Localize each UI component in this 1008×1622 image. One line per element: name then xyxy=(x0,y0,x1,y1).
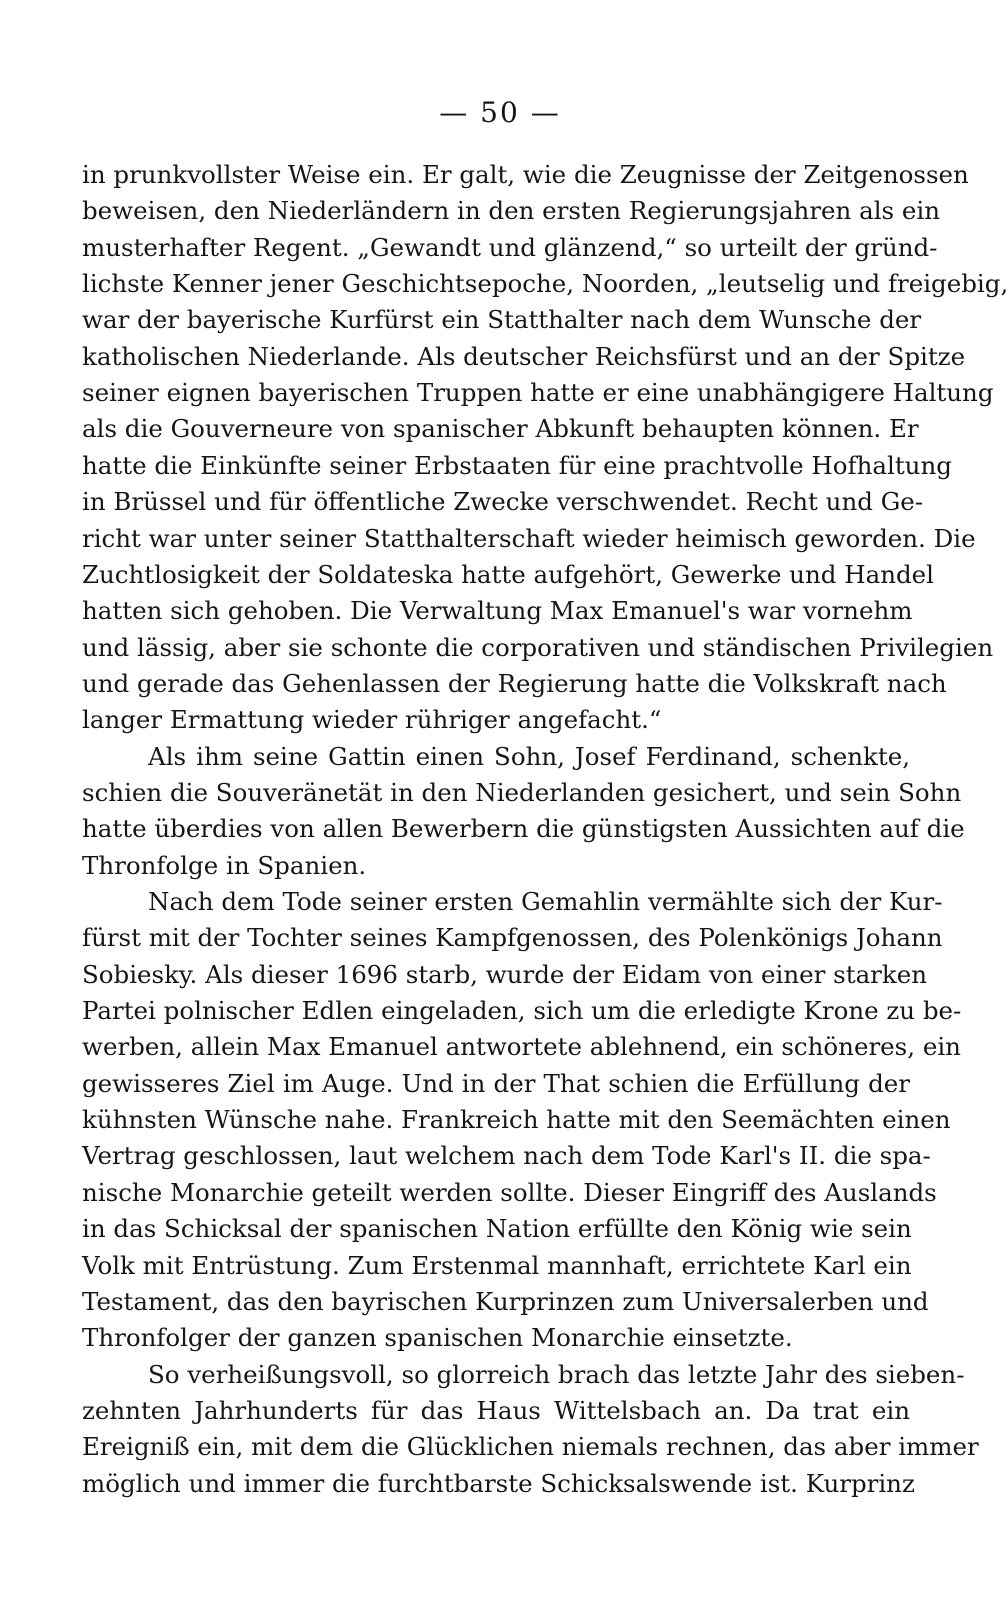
text-line: Ereigniß ein, mit dem die Glücklichen niemals rechnen, das aber immer xyxy=(82,1432,979,1462)
text-line: langer Ermattung wieder rühriger angefacht.“ xyxy=(82,705,662,735)
text-line: So verheißungsvoll, so glorreich brach das letzte Jahr des sieben- xyxy=(148,1359,965,1389)
text-line: und gerade das Gehenlassen der Regierung hatte die Volkskraft nach xyxy=(82,668,947,698)
text-line: Testament, das den bayrischen Kurprinzen zum Universalerben und xyxy=(82,1286,929,1316)
text-line: zehnten Jahrhunderts für das Haus Wittelsbach an. Da trat ein xyxy=(82,1395,910,1425)
text-line: Nach dem Tode seiner ersten Gemahlin vermählte sich der Kur- xyxy=(148,887,943,916)
text-line: hatten sich gehoben. Die Verwaltung Max Emanuel's war vornehm xyxy=(82,596,913,626)
text-line: möglich und immer die furchtbarste Schicksalswende ist. Kurprinz xyxy=(82,1468,915,1498)
text-line: in prunkvollster Weise ein. Er galt, wie die Zeugnisse der Zeitgenossen xyxy=(82,160,969,189)
text-line: Thronfolge in Spanien. xyxy=(82,850,367,880)
text-line: fürst mit der Tochter seines Kampfgenossen, des Polenkönigs Johann xyxy=(82,923,943,953)
text-line: in das Schicksal der spanischen Nation erfüllte den König wie sein xyxy=(82,1214,912,1244)
text-line: musterhafter Regent. „Gewandt und glänzend,“ so urteilt der gründ- xyxy=(82,232,938,262)
text-line: kühnsten Wünsche nahe. Frankreich hatte mit den Seemächten einen xyxy=(82,1105,951,1135)
text-line: beweisen, den Niederländern in den ersten Regierungsjahren als ein xyxy=(82,196,941,226)
text-line: Sobiesky. Als dieser 1696 starb, wurde der Eidam von einer starken xyxy=(82,959,928,989)
text-line: Zuchtlosigkeit der Soldateska hatte aufgehört, Gewerke und Handel xyxy=(82,559,934,589)
text-line: als die Gouverneure von spanischer Abkunft behaupten können. Er xyxy=(82,414,919,444)
text-line: in Brüssel und für öffentliche Zwecke verschwendet. Recht und Ge- xyxy=(82,487,924,517)
text-line: Volk mit Entrüstung. Zum Erstenmal mannhaft, errichtete Karl ein xyxy=(82,1250,912,1280)
text-line: werben, allein Max Emanuel antwortete ablehnend, ein schöneres, ein xyxy=(82,1032,961,1062)
text-line: richt war unter seiner Statthalterschaft wieder heimisch geworden. Die xyxy=(82,523,976,553)
text-line: Partei polnischer Edlen eingeladen, sich um die erledigte Krone zu be- xyxy=(82,996,962,1026)
text-line: Thronfolger der ganzen spanischen Monarchie einsetzte. xyxy=(82,1323,793,1353)
text-line: katholischen Niederlande. Als deutscher Reichsfürst und an der Spitze xyxy=(82,341,966,371)
page-number: — 50 — xyxy=(439,96,561,129)
text-line: schien die Souveränetät in den Niederlanden gesichert, und sein Sohn xyxy=(82,777,962,807)
text-line: Vertrag geschlossen, laut welchem nach dem Tode Karl's II. die spa- xyxy=(82,1141,931,1171)
text-line: war der bayerische Kurfürst ein Statthalter nach dem Wunsche der xyxy=(82,305,922,335)
text-line: Als ihm seine Gattin einen Sohn, Josef Ferdinand, schenkte, xyxy=(148,741,910,771)
text-line: seiner eignen bayerischen Truppen hatte er eine unabhängigere Haltung xyxy=(82,378,994,408)
text-line: nische Monarchie geteilt werden sollte. Dieser Eingriff des Auslands xyxy=(82,1177,937,1207)
text-line: gewisseres Ziel im Auge. Und in der That schien die Erfüllung der xyxy=(82,1068,910,1098)
text-line: hatte überdies von allen Bewerbern die günstigsten Aussichten auf die xyxy=(82,814,965,844)
text-line: und lässig, aber sie schonte die corporativen und ständischen Privilegien xyxy=(82,632,994,662)
text-line: lichste Kenner jener Geschichtsepoche, Noorden, „leutselig und freigebig, xyxy=(82,269,1008,299)
text-line: hatte die Einkünfte seiner Erbstaaten für eine prachtvolle Hofhaltung xyxy=(82,450,952,480)
